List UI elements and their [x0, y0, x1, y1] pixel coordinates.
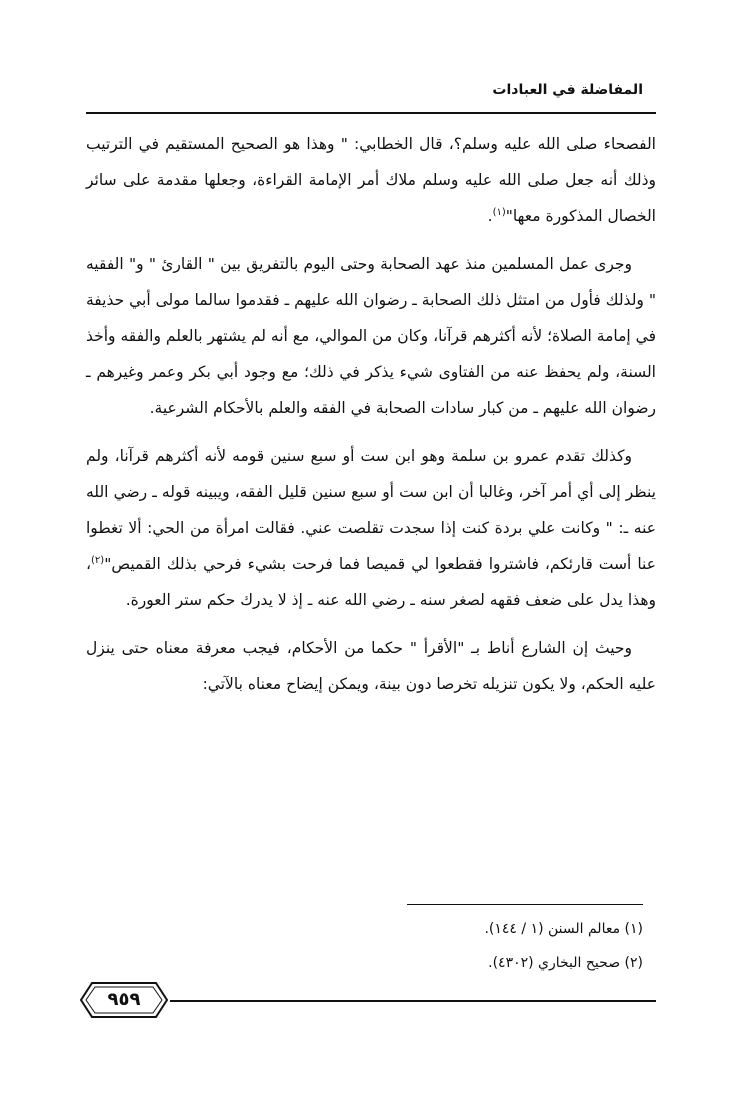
footer-rule [170, 1000, 656, 1002]
paragraph-1-text: الفصحاء صلى الله عليه وسلم؟، قال الخطابي: " وهذا هو الصحيح المستقيم في الترتيب وذلك أنه جعل صلى الله عليه وسلم ملاك أمر الإمامة القراءة، وجعلها مقدمة على سائر الخصال المذكورة معها" [86, 135, 656, 225]
footnotes [73, 912, 643, 980]
footnote-2: (٢) صحيح البخاري (٤٣٠٢). [488, 955, 643, 971]
paragraph-3-text: وكذلك تقدم عمرو بن سلمة وهو ابن ست أو سبع سنين قومه لأنه أكثرهم قرآنا، ولم ينظر إلى أي أمر آخر، وغالبا أن ابن ست أو سبع سنين قليل الفقه، ويبينه قوله ـ رضي الله عنه ـ: " وكانت علي بردة كنت إذا سجدت تقلصت عني. فقالت امرأة من الحي: ألا تغطوا عنا أست قارئكم، فاشتروا فقطعوا لي قميصا فما فرحت بشيء فرحي بذلك القميص" [86, 447, 656, 573]
running-header: المفاضلة في العبادات [492, 82, 643, 98]
page-number: ٩٥٩ [107, 989, 141, 1010]
footnote-ref-2: (٢) [91, 554, 105, 566]
paragraph-3 [86, 438, 656, 618]
page-number-frame [78, 980, 170, 1020]
body-text [86, 126, 656, 714]
footnote-1: (١) معالم السنن (١ / ١٤٤). [484, 921, 643, 937]
paragraph-1-tail: . [487, 207, 493, 225]
paragraph-2-text: وجرى عمل المسلمين منذ عهد الصحابة وحتى اليوم بالتفريق بين " القارئ " و" الفقيه " ولذلك فأول من امتثل ذلك الصحابة ـ رضوان الله عليهم ـ فقدموا سالما مولى أبي حذيفة في إمامة الصلاة؛ لأنه أكثرهم قرآنا، وكان من الموالي، مع أنه لم يشتهر بالعلم والفقه وأخذ السنة، ولم يحفظ عنه من الفتاوى شيء يذكر في ذلك؛ مع وجود أبي بكر وعمر وغيرهم ـ رضوان الله عليهم ـ من كبار سادات الصحابة في الفقه والعلم بالأحكام الشرعية. [86, 255, 656, 417]
paragraph-4-text: وحيث إن الشارع أناط بـ "الأقرأ " حكما من الأحكام، فيجب معرفة معناه حتى ينزل عليه الحكم، ولا يكون تنزيله تخرصا دون بينة، ويمكن إيضاح معناه بالآتي: [86, 639, 656, 693]
paragraph-1 [86, 126, 656, 234]
paragraph-3-tail: ، وهذا يدل على ضعف فقهه لصغر سنه ـ رضي الله عنه ـ إذ لا يدرك حكم ستر العورة. [86, 555, 656, 609]
footnote-rule [407, 904, 643, 905]
paragraph-4 [86, 630, 656, 702]
paragraph-2 [86, 246, 656, 426]
header-rule [86, 112, 656, 114]
footnote-ref-1: (١) [492, 206, 506, 218]
